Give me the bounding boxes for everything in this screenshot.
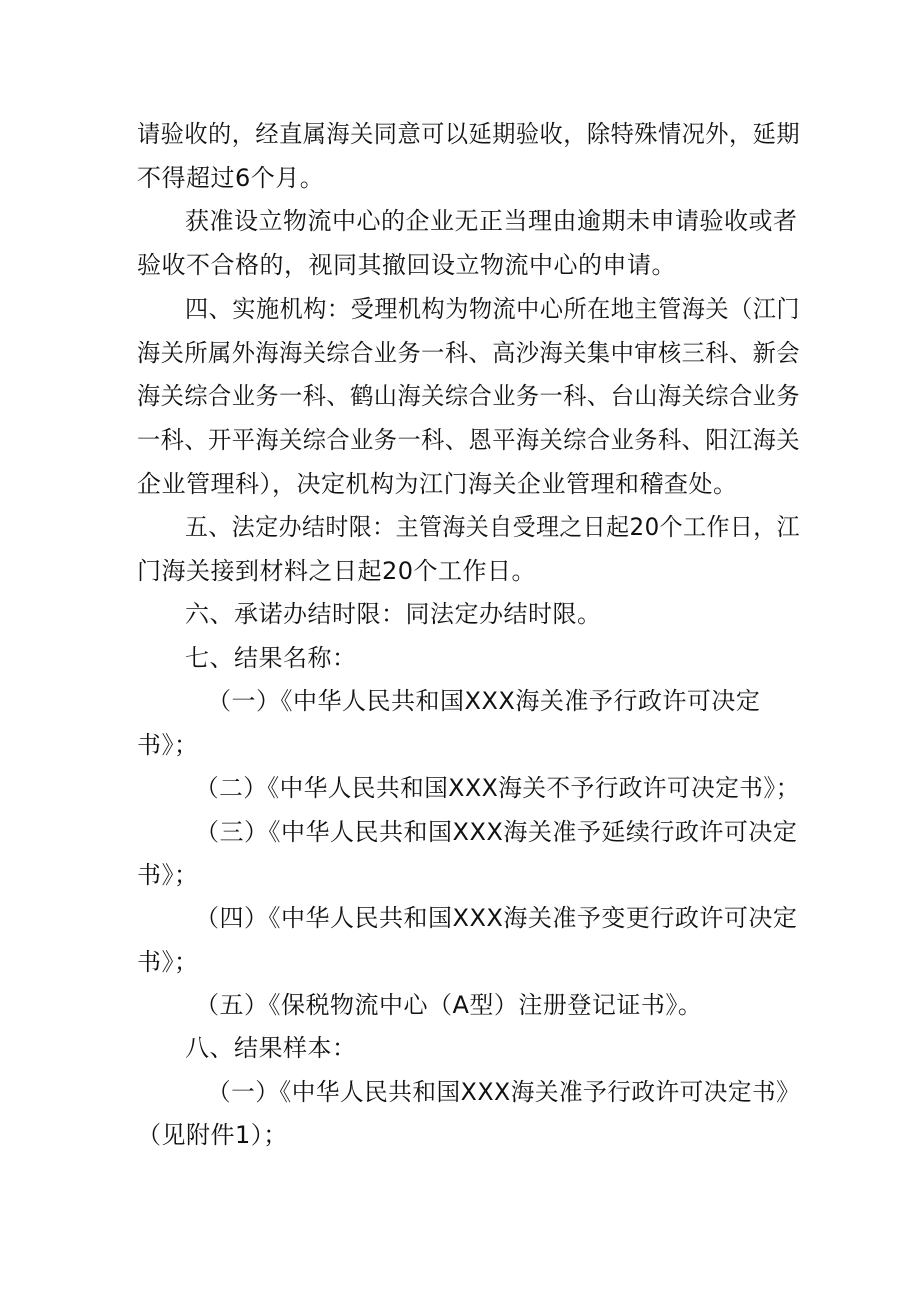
text-line: （一）《中华人民共和国XXX海关准予行政许可决定书》 xyxy=(207,1078,801,1106)
text-line: （二）《中华人民共和国XXX海关不予行政许可决定书》； xyxy=(195,774,800,802)
text-line: （一）《中华人民共和国XXX海关准予行政许可决定 xyxy=(207,687,761,715)
text-line: 不得超过6个月。 xyxy=(137,164,325,192)
text-line: （见附件1）； xyxy=(137,1121,288,1149)
text-line: 六、承诺办结时限：同法定办结时限。 xyxy=(185,600,602,628)
text-line: 八、结果样本： xyxy=(185,1034,357,1062)
text-line: （四）《中华人民共和国XXX海关准予变更行政许可决定 xyxy=(195,904,798,932)
text-line: 书》； xyxy=(137,948,199,976)
text-line: 七、结果名称： xyxy=(185,644,357,672)
text-line: 海关所属外海海关综合业务一科、高沙海关集中审核三科、新会 xyxy=(137,339,801,367)
text-line: 海关综合业务一科、鹤山海关综合业务一科、台山海关综合业务 xyxy=(137,382,801,410)
text-line: （五）《保税物流中心（A型）注册登记证书》。 xyxy=(195,991,703,1019)
text-line: 一科、开平海关综合业务一科、恩平海关综合业务科、阳江海关 xyxy=(137,426,801,454)
text-line: 企业管理科），决定机构为江门海关企业管理和稽查处。 xyxy=(137,470,738,498)
text-line: 获准设立物流中心的企业无正当理由逾期未申请验收或者 xyxy=(185,207,798,235)
text-line: 四、实施机构：受理机构为物流中心所在地主管海关（江门 xyxy=(185,295,801,323)
text-line: 书》； xyxy=(137,861,199,889)
text-line: 验收不合格的，视同其撤回设立物流中心的申请。 xyxy=(137,251,676,279)
text-line: 书》； xyxy=(137,731,199,759)
text-line: 请验收的，经直属海关同意可以延期验收，除特殊情况外，延期 xyxy=(137,120,801,148)
text-line: 五、法定办结时限：主管海关自受理之日起20个工作日，江 xyxy=(185,513,801,541)
text-line: 门海关接到材料之日起20个工作日。 xyxy=(137,557,537,585)
text-line: （三）《中华人民共和国XXX海关准予延续行政许可决定 xyxy=(195,818,798,846)
